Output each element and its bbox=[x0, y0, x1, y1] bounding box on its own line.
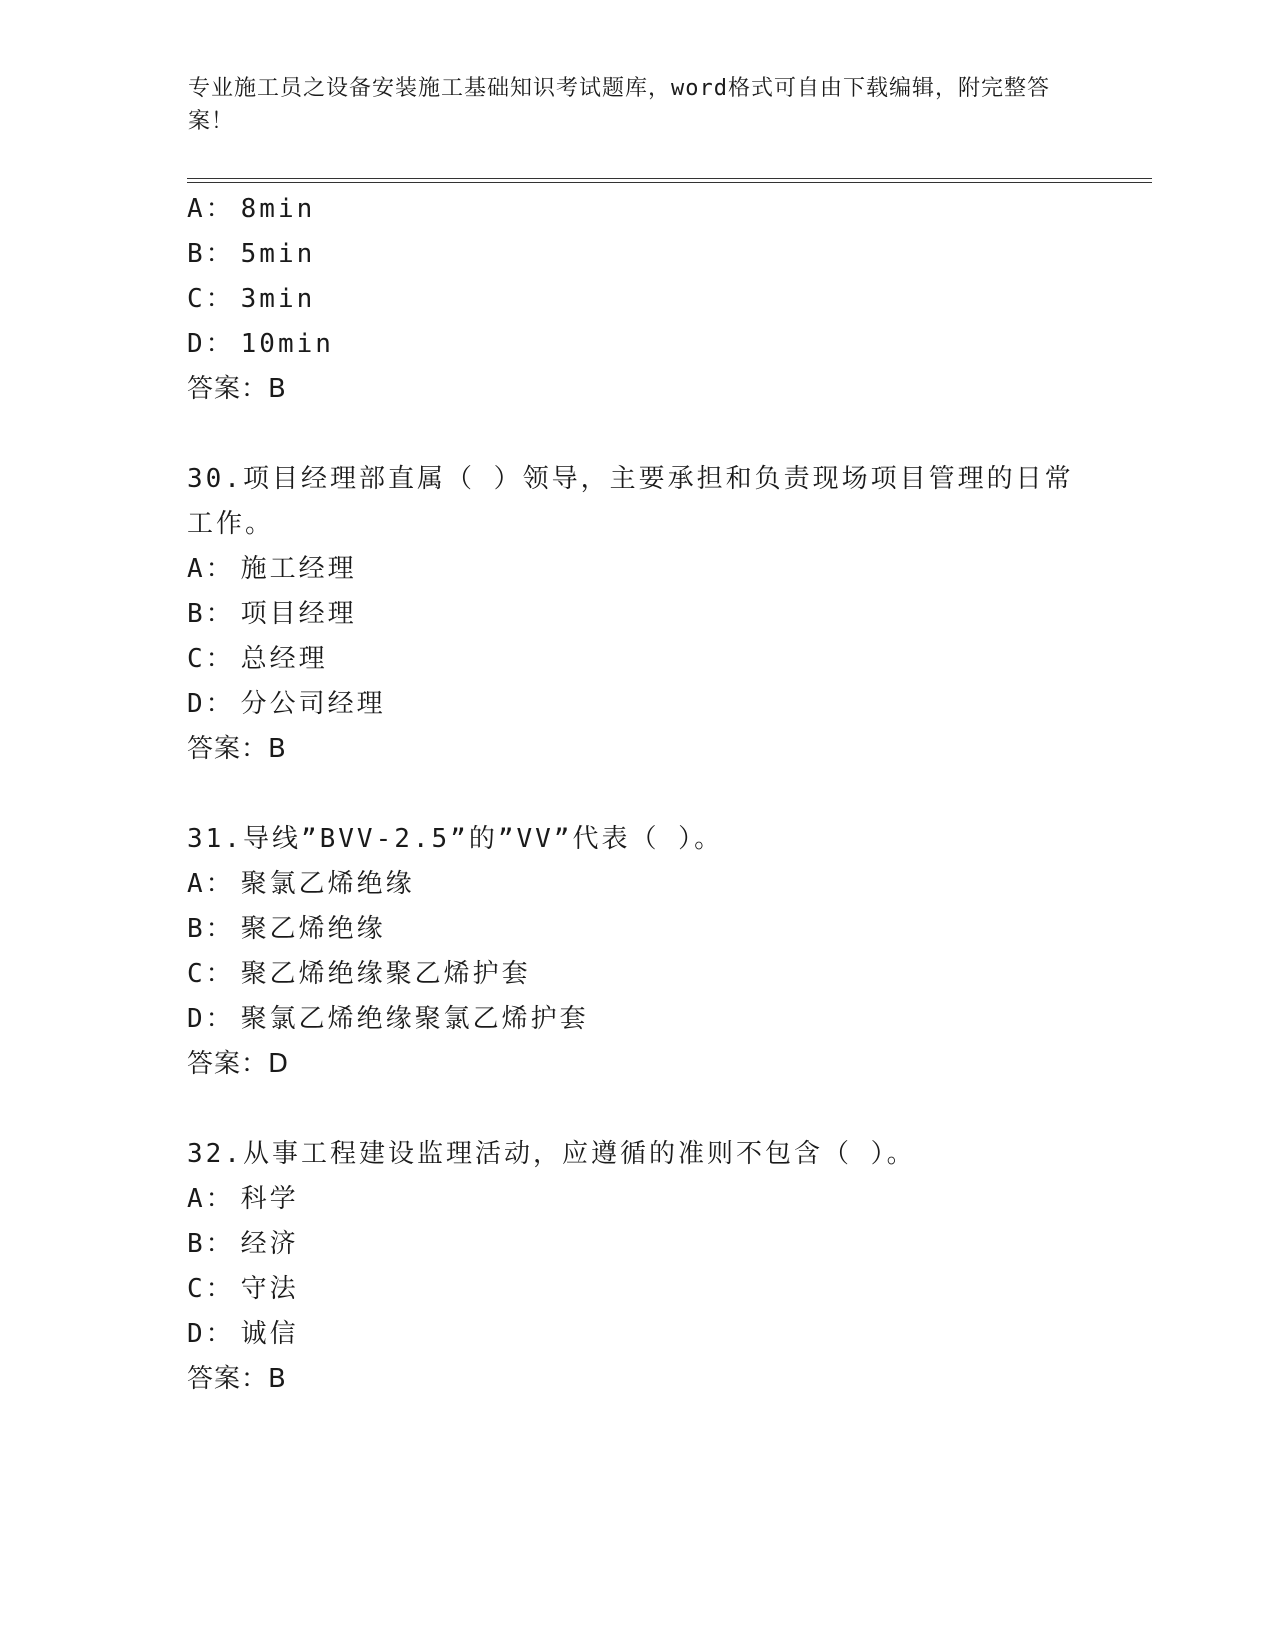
option-letter: B： bbox=[187, 914, 235, 944]
option-letter: B： bbox=[187, 239, 235, 269]
option-c bbox=[187, 283, 315, 315]
option-letter: D： bbox=[187, 689, 235, 719]
option-c bbox=[187, 643, 328, 675]
option-d bbox=[187, 1318, 299, 1350]
option-letter: A： bbox=[187, 194, 235, 224]
question-stem-continued: 工作。 bbox=[187, 509, 275, 539]
answer-line: 答案：D bbox=[187, 1049, 290, 1079]
option-text: 诚信 bbox=[240, 1319, 299, 1349]
option-text: 8min bbox=[240, 194, 316, 224]
answer-line: 答案：B bbox=[187, 374, 287, 404]
option-letter: C： bbox=[187, 959, 235, 989]
option-d bbox=[187, 328, 334, 360]
option-a bbox=[187, 553, 357, 585]
option-text: 分公司经理 bbox=[240, 689, 386, 719]
option-letter: C： bbox=[187, 284, 235, 314]
option-letter: A： bbox=[187, 869, 235, 899]
option-a bbox=[187, 868, 415, 900]
question-stem: 32.从事工程建设监理活动，应遵循的准则不包含（ ）。 bbox=[187, 1139, 916, 1169]
answer-line: 答案：B bbox=[187, 734, 287, 764]
option-b bbox=[187, 1228, 299, 1260]
header-rule bbox=[187, 178, 1152, 183]
option-c bbox=[187, 958, 531, 990]
answer-line: 答案：B bbox=[187, 1364, 287, 1394]
option-text: 项目经理 bbox=[240, 599, 357, 629]
option-b bbox=[187, 238, 315, 270]
option-text: 聚乙烯绝缘 bbox=[240, 914, 386, 944]
option-b bbox=[187, 913, 386, 945]
option-text: 聚氯乙烯绝缘 bbox=[240, 869, 415, 899]
option-text: 经济 bbox=[240, 1229, 299, 1259]
option-text: 施工经理 bbox=[240, 554, 357, 584]
option-letter: D： bbox=[187, 329, 235, 359]
option-letter: B： bbox=[187, 599, 235, 629]
option-letter: A： bbox=[187, 1184, 235, 1214]
option-text: 10min bbox=[240, 329, 334, 359]
option-letter: C： bbox=[187, 644, 235, 674]
option-a bbox=[187, 193, 315, 225]
page-header-title: 专业施工员之设备安装施工基础知识考试题库，word格式可自由下载编辑，附完整答案！ bbox=[188, 76, 1050, 134]
option-d bbox=[187, 1003, 589, 1035]
option-b bbox=[187, 598, 357, 630]
option-text: 5min bbox=[240, 239, 316, 269]
option-letter: D： bbox=[187, 1004, 235, 1034]
option-text: 守法 bbox=[240, 1274, 299, 1304]
option-d bbox=[187, 688, 386, 720]
option-letter: A： bbox=[187, 554, 235, 584]
option-letter: D： bbox=[187, 1319, 235, 1349]
option-text: 3min bbox=[240, 284, 316, 314]
option-text: 总经理 bbox=[240, 644, 328, 674]
option-c bbox=[187, 1273, 299, 1305]
option-text: 聚乙烯绝缘聚乙烯护套 bbox=[240, 959, 531, 989]
option-a bbox=[187, 1183, 299, 1215]
question-stem: 30.项目经理部直属（ ）领导，主要承担和负责现场项目管理的日常 bbox=[187, 464, 1074, 494]
question-stem: 31.导线”BVV-2.5”的”VV”代表（ ）。 bbox=[187, 824, 724, 854]
option-letter: B： bbox=[187, 1229, 235, 1259]
option-text: 聚氯乙烯绝缘聚氯乙烯护套 bbox=[240, 1004, 589, 1034]
option-text: 科学 bbox=[240, 1184, 299, 1214]
option-letter: C： bbox=[187, 1274, 235, 1304]
